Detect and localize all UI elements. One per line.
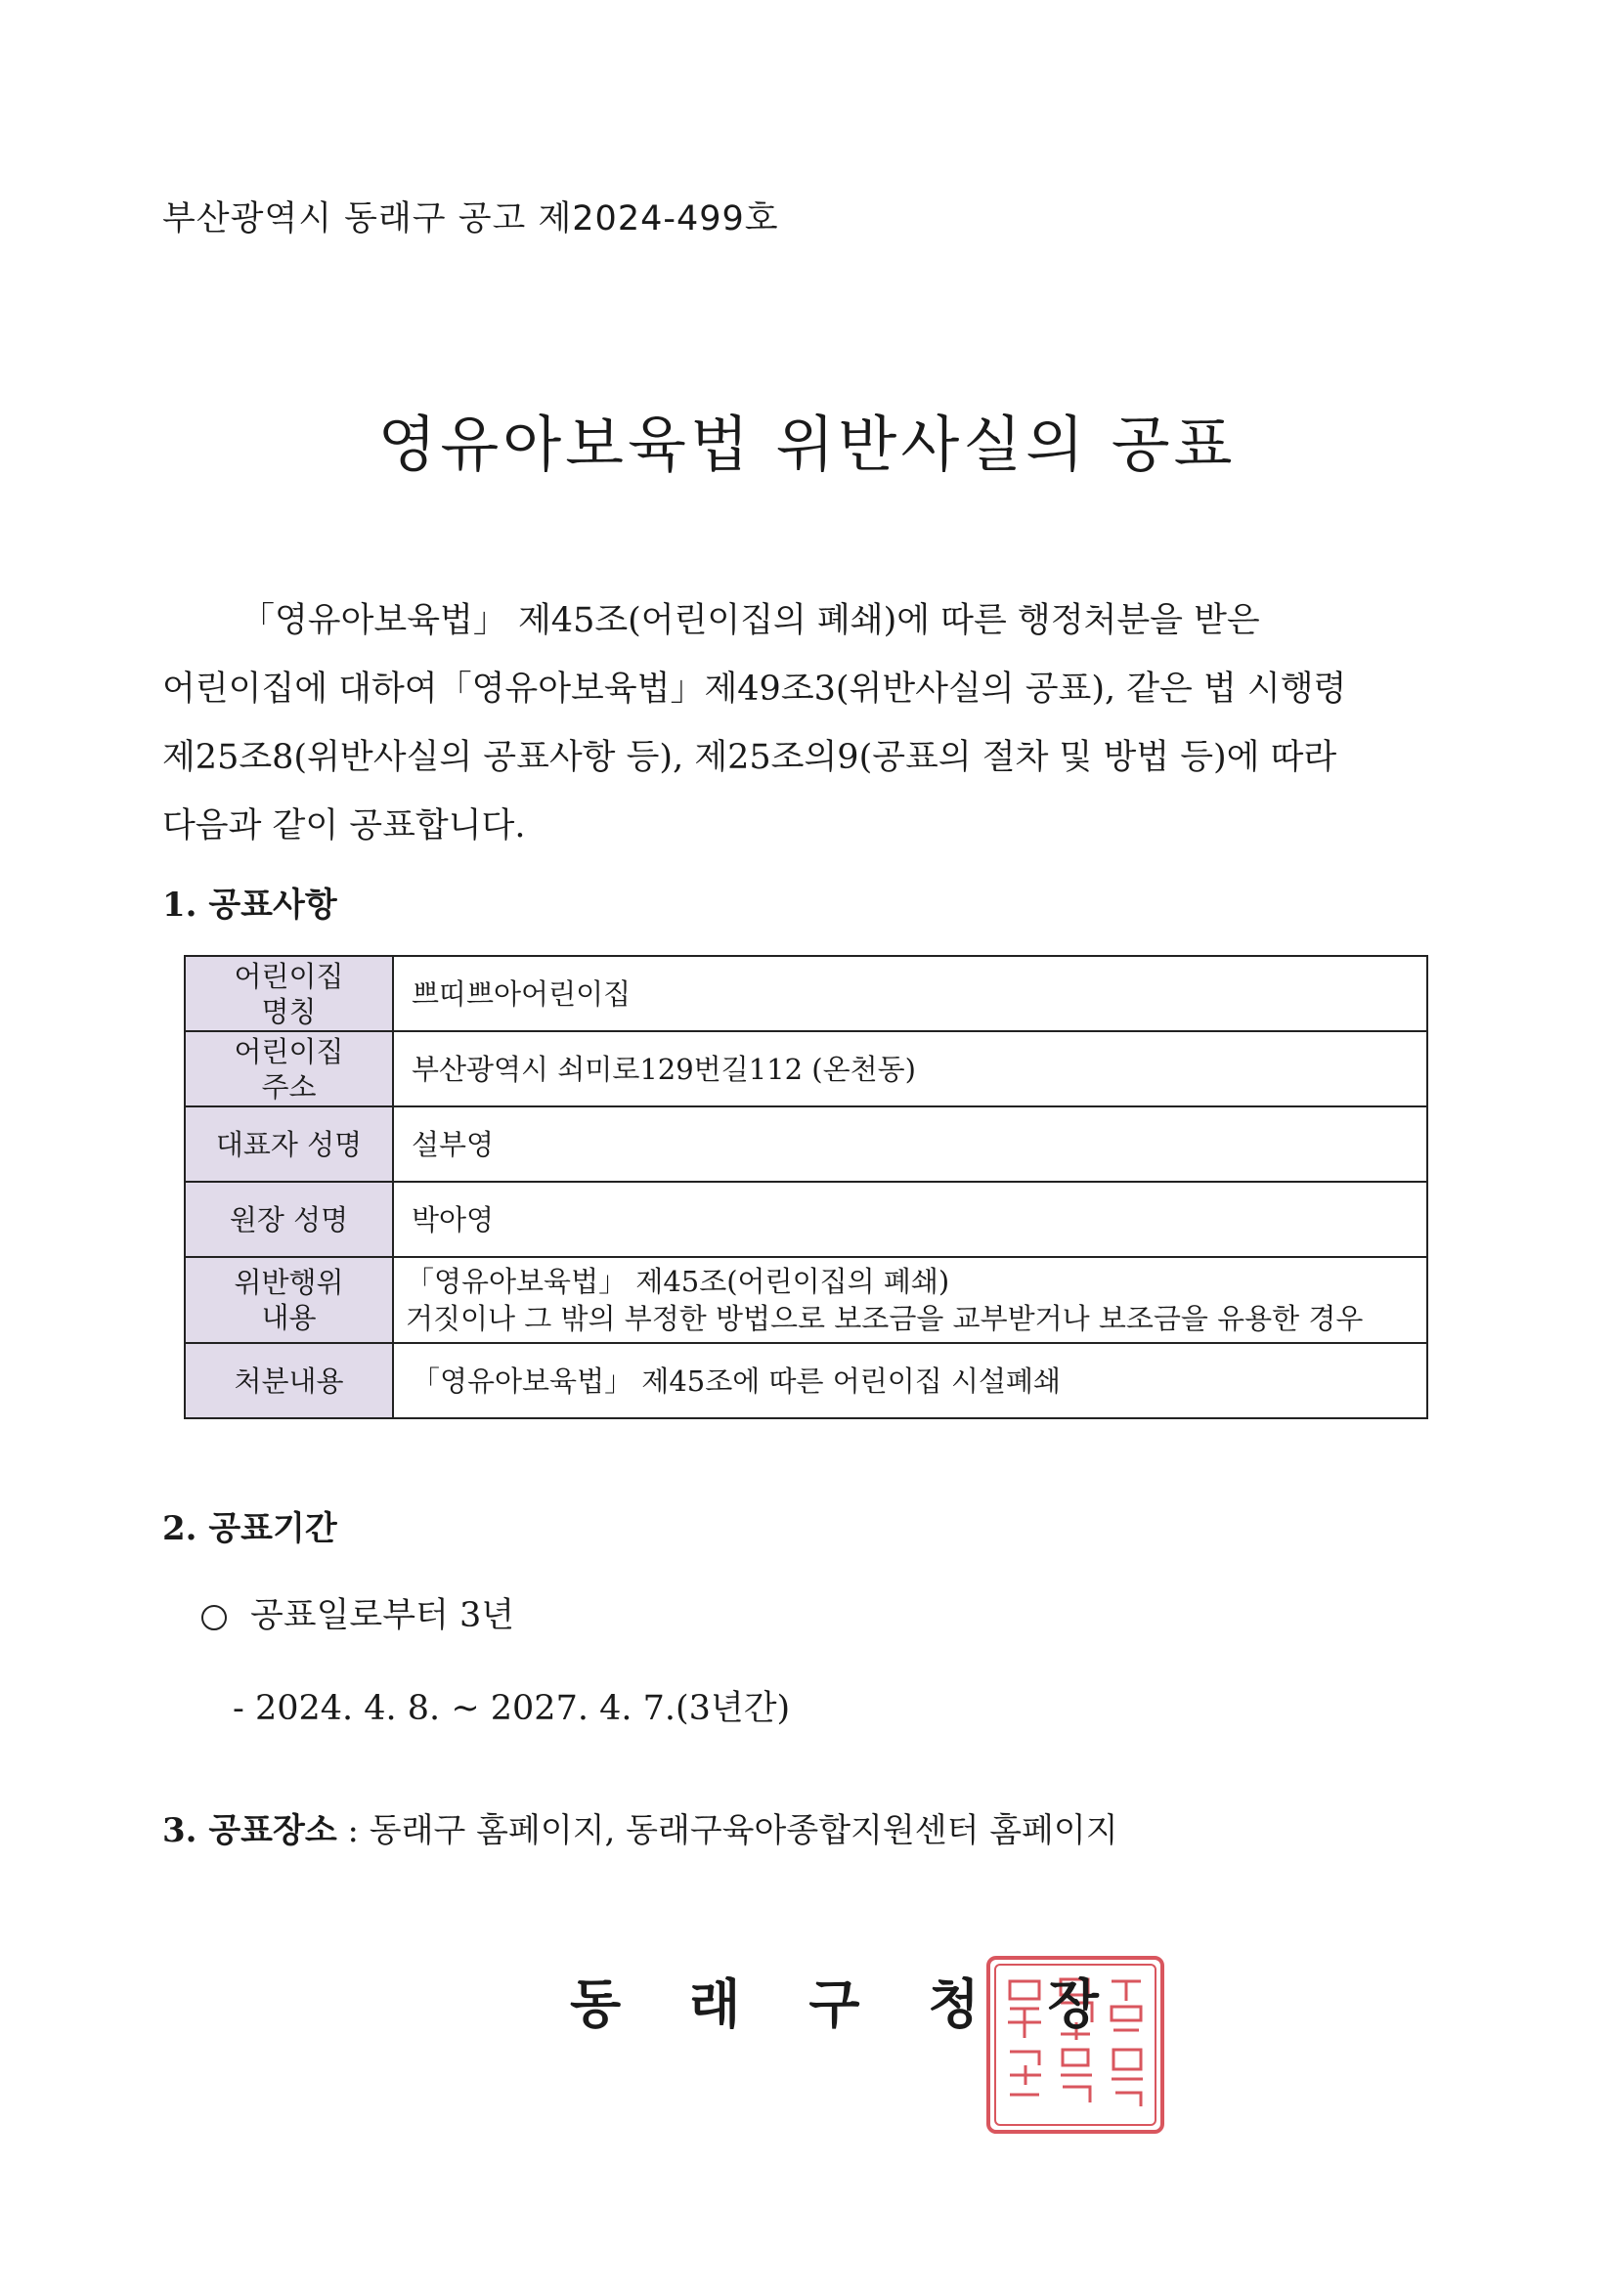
row-value (393, 1106, 1427, 1182)
row-value-line: 「영유아보육법」 제45조(어린이집의 폐쇄) (406, 1265, 950, 1298)
row-label-line: 대표자 성명 (215, 1127, 363, 1161)
issuer-char: 청 (928, 1972, 980, 2035)
row-label-line: 원장 성명 (229, 1202, 349, 1236)
intro-line: 다음과 같이 공표합니다. (162, 806, 526, 845)
row-value (393, 1343, 1427, 1418)
section3-line (162, 1803, 1118, 1851)
section3-value: 동래구 홈페이지, 동래구육아종합지원센터 홈페이지 (369, 1811, 1118, 1850)
notice-number: 부산광역시 동래구 공고 제2024-499호 (162, 199, 779, 238)
period-item (201, 1588, 514, 1637)
row-value-line: 쁘띠쁘아어린이집 (412, 976, 632, 1011)
row-label (185, 1343, 393, 1418)
section2-heading: 2. 공표기간 (162, 1509, 337, 1548)
issuer-char: 구 (808, 1972, 860, 2035)
row-label (185, 1031, 393, 1106)
row-value-line: 설부영 (412, 1127, 495, 1161)
intro-paragraph (162, 586, 1433, 860)
row-value-line: 박아영 (412, 1202, 495, 1236)
row-value (393, 956, 1427, 1031)
row-label-line: 내용 (261, 1301, 317, 1334)
row-value (393, 1257, 1427, 1343)
period-range: - 2024. 4. 8. ~ 2027. 4. 7.(3년간) (233, 1689, 791, 1728)
table-row (185, 1257, 1427, 1343)
intro-line: 제25조8(위반사실의 공표사항 등), 제25조의9(공표의 절차 및 방법 등)에 따라 (162, 738, 1337, 777)
row-value-line: 거짓이나 그 밖의 부정한 방법으로 보조금을 교부받거나 보조금을 유용한 경우 (406, 1302, 1364, 1335)
row-value-line: 「영유아보육법」 제45조에 따른 어린이집 시설폐쇄 (412, 1364, 1062, 1398)
row-label-line: 어린이집 (234, 1034, 344, 1068)
table-row (185, 1182, 1427, 1257)
row-label (185, 956, 393, 1031)
issuer-char: 동 (570, 1972, 622, 2035)
issuer-char: 래 (689, 1972, 741, 2035)
row-label (185, 1257, 393, 1343)
row-label-line: 주소 (261, 1069, 317, 1104)
violation-info-table (184, 955, 1428, 1419)
table-row (185, 956, 1427, 1031)
table-row (185, 1343, 1427, 1418)
row-label (185, 1106, 393, 1182)
table-row (185, 1031, 1427, 1106)
section3-heading: 3. 공표장소 (162, 1811, 337, 1850)
circle-bullet-icon (201, 1605, 227, 1630)
intro-line: 어린이집에 대하여「영유아보육법」제49조3(위반사실의 공표), 같은 법 시행령 (162, 670, 1347, 709)
issuer-name (570, 1963, 1167, 2038)
row-value (393, 1182, 1427, 1257)
period-text: 공표일로부터 3년 (250, 1596, 515, 1635)
table-row (185, 1106, 1427, 1182)
document-title: 영유아보육법 위반사실의 공표 (377, 409, 1237, 480)
intro-line: 「영유아보육법」 제45조(어린이집의 폐쇄)에 따른 행정처분을 받은 (240, 601, 1260, 640)
row-value (393, 1031, 1427, 1106)
row-value-line: 부산광역시 쇠미로129번길112 (온천동) (412, 1052, 916, 1086)
row-label-line: 위반행위 (234, 1266, 344, 1299)
section3-separator: : (336, 1811, 370, 1850)
section1-heading: 1. 공표사항 (162, 886, 337, 925)
issuer-char: 장 (1047, 1972, 1099, 2035)
row-label-line: 처분내용 (234, 1364, 344, 1398)
row-label-line: 어린이집 (234, 959, 344, 993)
row-label (185, 1182, 393, 1257)
row-label-line: 명칭 (261, 994, 317, 1028)
